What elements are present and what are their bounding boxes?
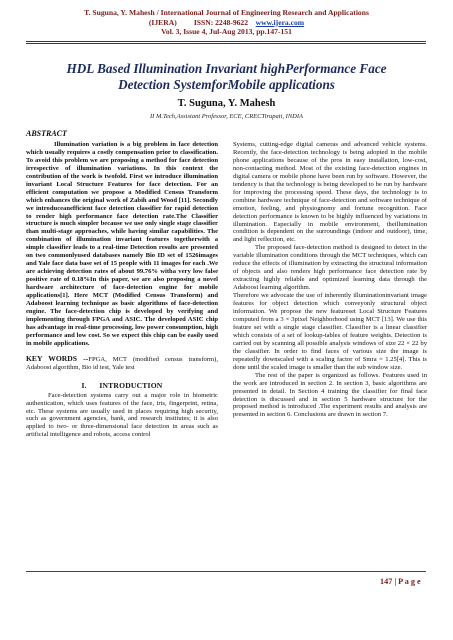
keywords-text: FPGA, MCT (modified census transform), Adaboost algorithm, Bio id test, Yale test	[26, 355, 218, 371]
abstract-heading: ABSTRACT	[26, 129, 67, 138]
intro-paragraph: Face-detection systems carry out a major role in biometric authentication, which uses features of the face, iris, fingerprint, retina, etc. These systems are usually used in places requiring high security, such as government agencies, bank, and research institutes; it is also applied to two- or three-dimensional face detection in areas such as artificial intelligence and robots, access control	[26, 391, 218, 439]
authors: T. Suguna, Y. Mahesh	[177, 98, 276, 109]
left-column	[26, 130, 218, 439]
journal-abbrev: (IJERA)	[148, 17, 177, 27]
right-column	[233, 141, 427, 419]
affiliation: II M.Tech,Assistant Professor, ECE, CRECTirupati, INDIA	[150, 113, 303, 120]
proposed-method-paragraph: The proposed face-detection method is designed to detect in the variable illumination conditions through the MCT techniques, which can reduce the effects of illumination by extracting the structural information of objects and also renders high performance face detection rate by extracting highly reliable and optimized learning data through the Adaboost learning algorithm.	[233, 244, 427, 292]
page-number: 147 | P a g e	[380, 577, 421, 586]
keywords	[26, 355, 218, 372]
paper-title	[20, 61, 433, 92]
journal-header-line2	[0, 18, 453, 28]
abstract-body: Illumination variation is a big problem in face detection which usually requires a costly compensation prior to classification. To avoid this problem we are proposing a method for face detection irrespective of illumination variations. In this context the contribution of the work is twofold. First we introduce illumination invariant Local Structure Features for face detection. For an efficient computation we propose a Modified Census Transform which enhances the original work of Zabih and Wood [11]. Secondly we introduceanefficient face detection classifier for rapid detection to render high performance face detection rate.The Classifier structure is much simpler because we use only single stage classifier than multi-stage approaches, while having similar capabilities. The combination of illumination invariant features togetherwith a simple classifier leads to a real-time Detection results are presented on two commonlyused databases namely Bio ID set of 1526images and Yale face data base set of 15 people with 11 images for each .We are achieving detection rates of about 99.76% witha very low false positive rate of 0.18%In this paper, we are also proposing a novel hardware architecture of face-detection engine for mobile applications[1]. Here MCT (Modified Census Transform) and Adaboost learning technique as basic algorithms of face-detection engine. The face-detection chip is developed by verifying and implementing through FPGA and ASIC. The developed ASIC chip has advantage in real-time processing, low power consumption, high performance and low cost. So we expect this chip can be easily used in mobile applications.	[26, 140, 218, 347]
features-paragraph: Therefore we advocate the use of inherently illuminationinvariant image features for object detection which conveyonly structural object information. We propose the new featureset Local Structure Features computed from a 3 × 3pixel Neighborhood using MCT [13]. We use this feature set with a single stage classifier. Classifier is a linear classifier which consists of a set of lookup-tables of feature weights. Detection is carried out by scanning all possible analysis windows of size 22 × 22 by the classifier. In order to find faces of various size the image is repeatedly downscaled with a scaling factor of Smra = 1.25[4]. This is done until the scaled image is smaller than the sub window size.	[233, 292, 427, 371]
section-heading-introduction: I. INTRODUCTION	[81, 380, 163, 390]
organization-paragraph: The rest of the paper is organized as follows. Features used in the work are introduced in section 2. In section 3, basic algorithms are presented in detail. In Section 4 training the classifier for final face detection is discussed and in section 5 hardware structure for the proposed method is introduced .The experiment results and analysis are presented in section 6. Conclusions are drawn in section 7.	[233, 371, 427, 419]
journal-issn: ISSN: 2248-9622	[193, 17, 249, 27]
keywords-label: KEY WORDS --	[26, 353, 89, 363]
paper-title-line2: Detection SystemforMobile applications	[118, 76, 335, 92]
journal-header	[0, 8, 453, 37]
journal-header-line1: T. Suguna, Y. Mahesh / International Journal of Engineering Research and Applications	[84, 8, 369, 17]
journal-url-link[interactable]: www.ijera.com	[255, 17, 305, 27]
header-rule-top	[26, 41, 426, 42]
header-rule-bottom	[26, 43, 426, 44]
journal-header-line3: Vol. 3, Issue 4, Jul-Aug 2013, pp.147-151	[161, 27, 292, 37]
paper-title-line1: HDL Based Illumination Invariant highPerformance Face	[66, 61, 387, 76]
footer-rule	[26, 571, 426, 572]
intro-paragraph-continued: Systems, cutting-edge digital cameras and advanced vehicle systems. Recently, the face-detection technology is being adopted in the mobile phone applications because of the pros in easy installation, low-cost, non-contacting method. Most of the existing face-detection engines in digital camera or mobile phone have been run by software. However, the tendency is that the technology is being developed to be run by hardware for improving the processing speed. These days, the technology is to combine hardware technique of face-detection and software technique of emotion, feeling, and physiognomy and fortune recognition. Face detection performance is known to be highly influenced by variations in illumination. Especially in mobile environment, theillumination condition is dependent on the surroundings (indoor and outdoor), time, and light reflection, etc.	[233, 141, 427, 244]
